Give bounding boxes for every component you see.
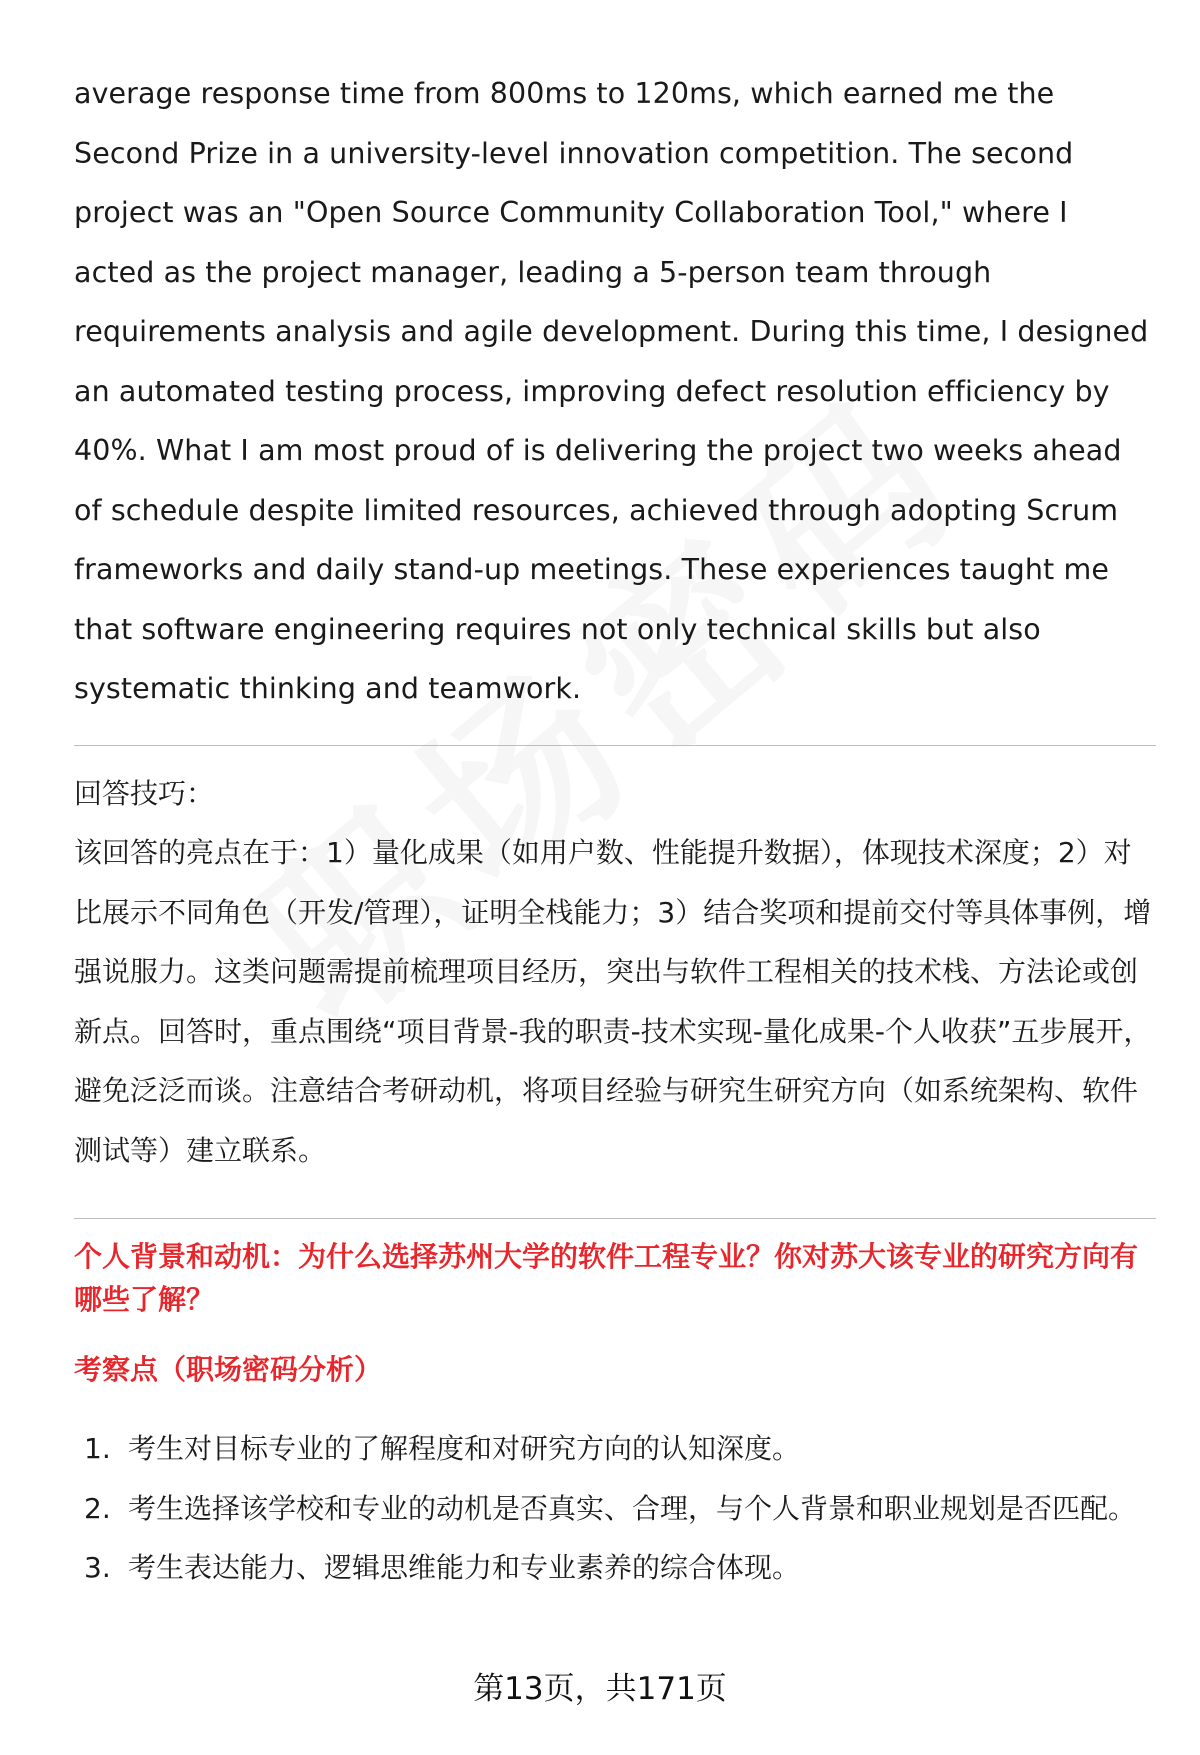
tips-label: 回答技巧： — [74, 776, 215, 810]
list-item-text: 考生选择该学校和专业的动机是否真实、合理，与个人背景和职业规划是否匹配。 — [128, 1491, 1137, 1525]
list-item-number: 2. — [84, 1491, 111, 1525]
list-item — [74, 1479, 1156, 1539]
divider — [74, 1218, 1156, 1219]
list-item — [74, 1419, 1156, 1479]
list-item-text: 考生对目标专业的了解程度和对研究方向的认知深度。 — [128, 1432, 801, 1465]
section-title: 考察点（职场密码分析） — [74, 1353, 383, 1386]
page-footer: 第13页，共171页 — [473, 1671, 727, 1707]
list-item-number: 1. — [84, 1432, 111, 1465]
answer-continuation-paragraph: average response time from 800ms to 120ms, which earned me the Second Prize in a university-level innovation competition. The second project was an "Open Source Community Collaboration Tool," where I acted as the project manager, leading a 5-person team through requirements analysis and agile development. During this time, I designed an automated testing process, improving defect resolution efficiency by 40%. What I am most proud of is delivering the project two weeks ahead of schedule despite limited resources, achieved through adopting Scrum frameworks and daily stand-up meetings. These experiences taught me that software engineering requires not only technical skills but also systematic thinking and teamwork. — [74, 77, 1149, 705]
assessment-points-list — [74, 1419, 1156, 1598]
list-item-number: 3. — [84, 1551, 111, 1584]
document-page — [74, 64, 1156, 1598]
tips-paragraph: 该回答的亮点在于：1）量化成果（如用户数、性能提升数据），体现技术深度；2）对比展示不同角色（开发/管理），证明全栈能力；3）结合奖项和提前交付等具体事例，增强说服力。这类问题需提前梳理项目经历，突出与软件工程相关的技术栈、方法论或创新点。回答时，重点围绕“项目背景-我的职责-技术实现-量化成果-个人收获”五步展开，避免泛泛而谈。注意结合考研动机，将项目经验与研究生研究方向（如系统架构、软件测试等）建立联系。 — [74, 836, 1152, 1167]
question-heading: 个人背景和动机：为什么选择苏州大学的软件工程专业？你对苏大该专业的研究方向有哪些了解？ — [74, 1240, 1139, 1316]
list-item — [74, 1538, 1156, 1598]
divider — [74, 745, 1156, 746]
list-item-text: 考生表达能力、逻辑思维能力和专业素养的综合体现。 — [128, 1551, 801, 1584]
